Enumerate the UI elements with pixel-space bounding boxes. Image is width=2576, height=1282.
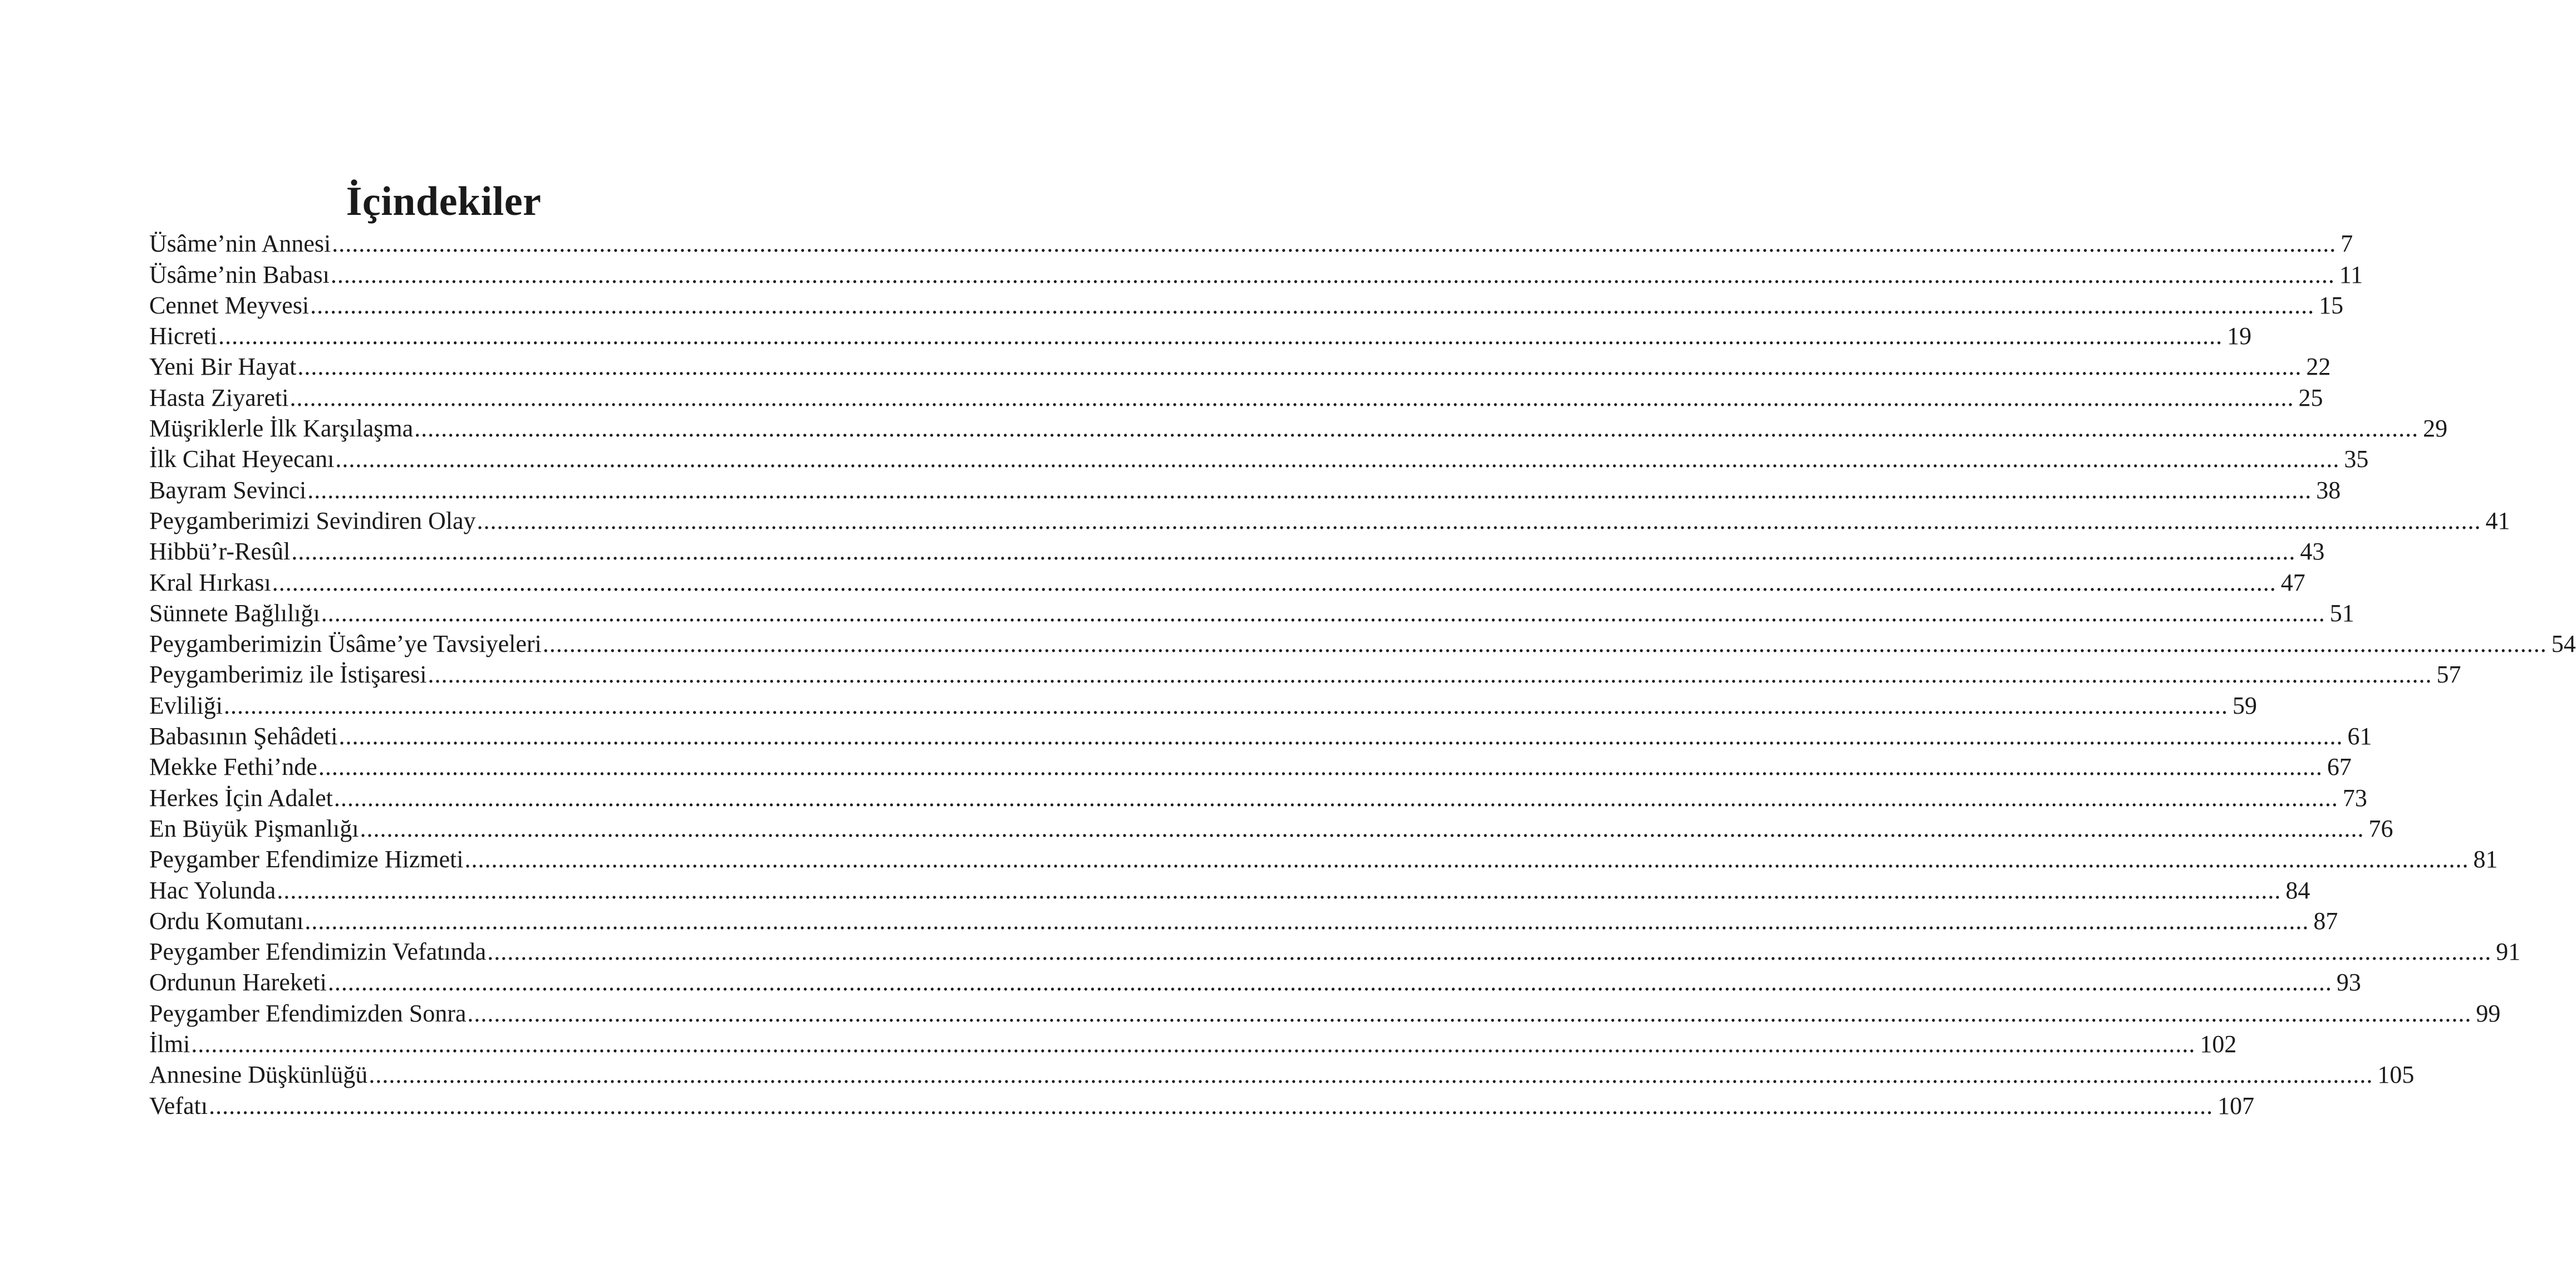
toc-entry [149, 813, 2393, 844]
toc-dot-leader: ............................................................................................................................................................................................................................................................................................................ [467, 999, 2472, 1027]
toc-entry-page-number: 11 [2339, 261, 2363, 288]
toc-entry [149, 321, 2252, 351]
toc-entry-page-number: 84 [2285, 876, 2310, 904]
toc-entry-title: En Büyük Pişmanlığı [149, 814, 359, 842]
toc-entry-page-number: 25 [2298, 384, 2323, 411]
toc-dot-leader: ............................................................................................................................................................................................................................................................................................................ [318, 753, 2323, 781]
toc-entry-page-number: 76 [2368, 814, 2393, 842]
toc-entry-title: Ordunun Hareketi [149, 969, 327, 996]
toc-dot-leader: ............................................................................................................................................................................................................................................................................................................ [477, 507, 2481, 534]
toc-entry-page-number: 81 [2473, 846, 2498, 873]
toc-entry-page-number: 51 [2329, 599, 2354, 627]
toc-entry-page-number: 41 [2485, 507, 2510, 534]
toc-entry [149, 998, 2501, 1028]
toc-entry-title: Vefatı [149, 1092, 208, 1119]
toc-dot-leader: ............................................................................................................................................................................................................................................................................................................ [307, 476, 2312, 504]
toc-dot-leader: ............................................................................................................................................................................................................................................................................................................ [209, 1092, 2214, 1119]
toc-dot-leader: ............................................................................................................................................................................................................................................................................................................ [369, 1061, 2373, 1089]
toc-entry-title: Cennet Meyvesi [149, 291, 310, 319]
table-of-contents [149, 228, 2576, 1121]
toc-dot-leader: ............................................................................................................................................................................................................................................................................................................ [272, 568, 2276, 596]
toc-entry [149, 259, 2363, 289]
toc-entry-page-number: 59 [2232, 691, 2257, 719]
toc-entry-page-number: 99 [2476, 999, 2501, 1027]
toc-dot-leader: ............................................................................................................................................................................................................................................................................................................ [191, 1030, 2196, 1058]
toc-dot-leader: ............................................................................................................................................................................................................................................................................................................ [330, 261, 2335, 288]
toc-entry-page-number: 73 [2342, 784, 2367, 812]
toc-entry-page-number: 54 [2551, 630, 2576, 658]
toc-entry [149, 474, 2341, 505]
toc-entry-page-number: 87 [2313, 907, 2338, 935]
toc-dot-leader: ............................................................................................................................................................................................................................................................................................................ [338, 723, 2343, 750]
toc-dot-leader: ............................................................................................................................................................................................................................................................................................................ [542, 630, 2547, 658]
toc-entry-title: Annesine Düşkünlüğü [149, 1061, 368, 1089]
toc-dot-leader: ............................................................................................................................................................................................................................................................................................................ [414, 415, 2419, 443]
toc-entry [149, 875, 2310, 905]
toc-dot-leader: ............................................................................................................................................................................................................................................................................................................ [290, 384, 2294, 411]
toc-entry-title: Hasta Ziyareti [149, 384, 289, 411]
toc-entry-title: Mekke Fethi’nde [149, 753, 317, 781]
toc-entry-title: Evliliği [149, 691, 223, 719]
toc-dot-leader: ............................................................................................................................................................................................................................................................................................................ [218, 322, 2223, 350]
toc-entry [149, 290, 2344, 321]
toc-entry-title: Üsâme’nin Annesi [149, 230, 331, 258]
toc-entry-title: Peygamber Efendimizden Sonra [149, 999, 467, 1027]
toc-entry-title: Yeni Bir Hayat [149, 353, 297, 381]
toc-dot-leader: ............................................................................................................................................................................................................................................................................................................ [464, 846, 2469, 873]
toc-dot-leader: ............................................................................................................................................................................................................................................................................................................ [277, 876, 2281, 904]
toc-entry-title: İlk Cihat Heyecanı [149, 445, 335, 473]
toc-entry [149, 413, 2448, 444]
toc-entry-title: Müşriklerle İlk Karşılaşma [149, 415, 414, 443]
toc-entry [149, 382, 2323, 412]
toc-entry-title: Üsâme’nin Babası [149, 261, 330, 288]
toc-entry-title: Peygamberimiz ile İstişaresi [149, 661, 427, 689]
toc-entry-page-number: 102 [2200, 1030, 2237, 1058]
toc-entry-page-number: 47 [2280, 568, 2305, 596]
toc-entry [149, 967, 2361, 998]
toc-dot-leader: ............................................................................................................................................................................................................................................................................................................ [327, 969, 2332, 996]
toc-entry-page-number: 67 [2327, 753, 2352, 781]
toc-entry-title: Hicreti [149, 322, 218, 350]
toc-entry-title: Hac Yolunda [149, 876, 276, 904]
toc-entry-title: Kral Hırkası [149, 568, 271, 596]
toc-entry [149, 628, 2576, 659]
toc-dot-leader: ............................................................................................................................................................................................................................................................................................................ [428, 661, 2432, 689]
toc-entry-page-number: 22 [2306, 353, 2331, 381]
toc-dot-leader: ............................................................................................................................................................................................................................................................................................................ [305, 907, 2309, 935]
toc-entry-page-number: 105 [2377, 1061, 2415, 1089]
toc-dot-leader: ............................................................................................................................................................................................................................................................................................................ [360, 814, 2364, 842]
toc-entry [149, 567, 2305, 597]
toc-entry-page-number: 35 [2344, 445, 2369, 473]
toc-entry [149, 228, 2353, 259]
toc-entry-page-number: 57 [2436, 661, 2461, 689]
toc-entry-page-number: 19 [2227, 322, 2252, 350]
toc-dot-leader: ............................................................................................................................................................................................................................................................................................................ [335, 445, 2340, 473]
toc-dot-leader: ............................................................................................................................................................................................................................................................................................................ [333, 784, 2338, 812]
toc-entry [149, 1029, 2237, 1059]
toc-entry [149, 659, 2461, 690]
toc-dot-leader: ............................................................................................................................................................................................................................................................................................................ [224, 691, 2228, 719]
toc-entry-title: Peygamber Efendimize Hizmeti [149, 846, 464, 873]
toc-entry [149, 751, 2352, 782]
toc-entry [149, 536, 2325, 567]
toc-dot-leader: ............................................................................................................................................................................................................................................................................................................ [297, 353, 2302, 381]
toc-entry-title: Babasının Şehâdeti [149, 723, 338, 750]
toc-entry [149, 782, 2367, 813]
toc-entry-title: Herkes İçin Adalet [149, 784, 333, 812]
toc-entry [149, 505, 2510, 536]
toc-entry-page-number: 15 [2319, 291, 2344, 319]
toc-entry-page-number: 43 [2300, 538, 2325, 566]
toc-entry-title: Peygamberimizin Üsâme’ye Tavsiyeleri [149, 630, 542, 658]
toc-entry [149, 351, 2331, 382]
toc-entry [149, 1090, 2255, 1121]
toc-entry-title: Peygamber Efendimizin Vefatında [149, 938, 487, 966]
toc-entry [149, 690, 2257, 720]
toc-entry-page-number: 38 [2316, 476, 2341, 504]
toc-dot-leader: ............................................................................................................................................................................................................................................................................................................ [291, 538, 2296, 566]
toc-entry [149, 906, 2338, 936]
toc-dot-leader: ............................................................................................................................................................................................................................................................................................................ [321, 599, 2325, 627]
page-title: İçindekiler [346, 178, 542, 224]
toc-dot-leader: ............................................................................................................................................................................................................................................................................................................ [332, 230, 2337, 258]
toc-entry-title: Bayram Sevinci [149, 476, 307, 504]
toc-entry [149, 844, 2498, 875]
toc-entry-title: Sünnete Bağlılığı [149, 599, 320, 627]
toc-entry-page-number: 107 [2217, 1092, 2255, 1119]
toc-entry-page-number: 29 [2423, 415, 2448, 443]
toc-entry-page-number: 7 [2341, 230, 2353, 258]
toc-entry [149, 936, 2521, 967]
toc-entry [149, 1059, 2415, 1090]
toc-entry-page-number: 91 [2496, 938, 2521, 966]
toc-dot-leader: ............................................................................................................................................................................................................................................................................................................ [310, 291, 2315, 319]
toc-entry [149, 444, 2369, 474]
toc-entry [149, 598, 2354, 628]
toc-entry-title: İlmi [149, 1030, 190, 1058]
toc-entry-title: Hibbü’r-Resûl [149, 538, 291, 566]
toc-entry [149, 721, 2372, 751]
toc-entry-page-number: 61 [2347, 723, 2372, 750]
toc-entry-title: Ordu Komutanı [149, 907, 304, 935]
toc-entry-title: Peygamberimizi Sevindiren Olay [149, 507, 476, 534]
toc-entry-page-number: 93 [2336, 969, 2361, 996]
toc-dot-leader: ............................................................................................................................................................................................................................................................................................................ [487, 938, 2492, 966]
